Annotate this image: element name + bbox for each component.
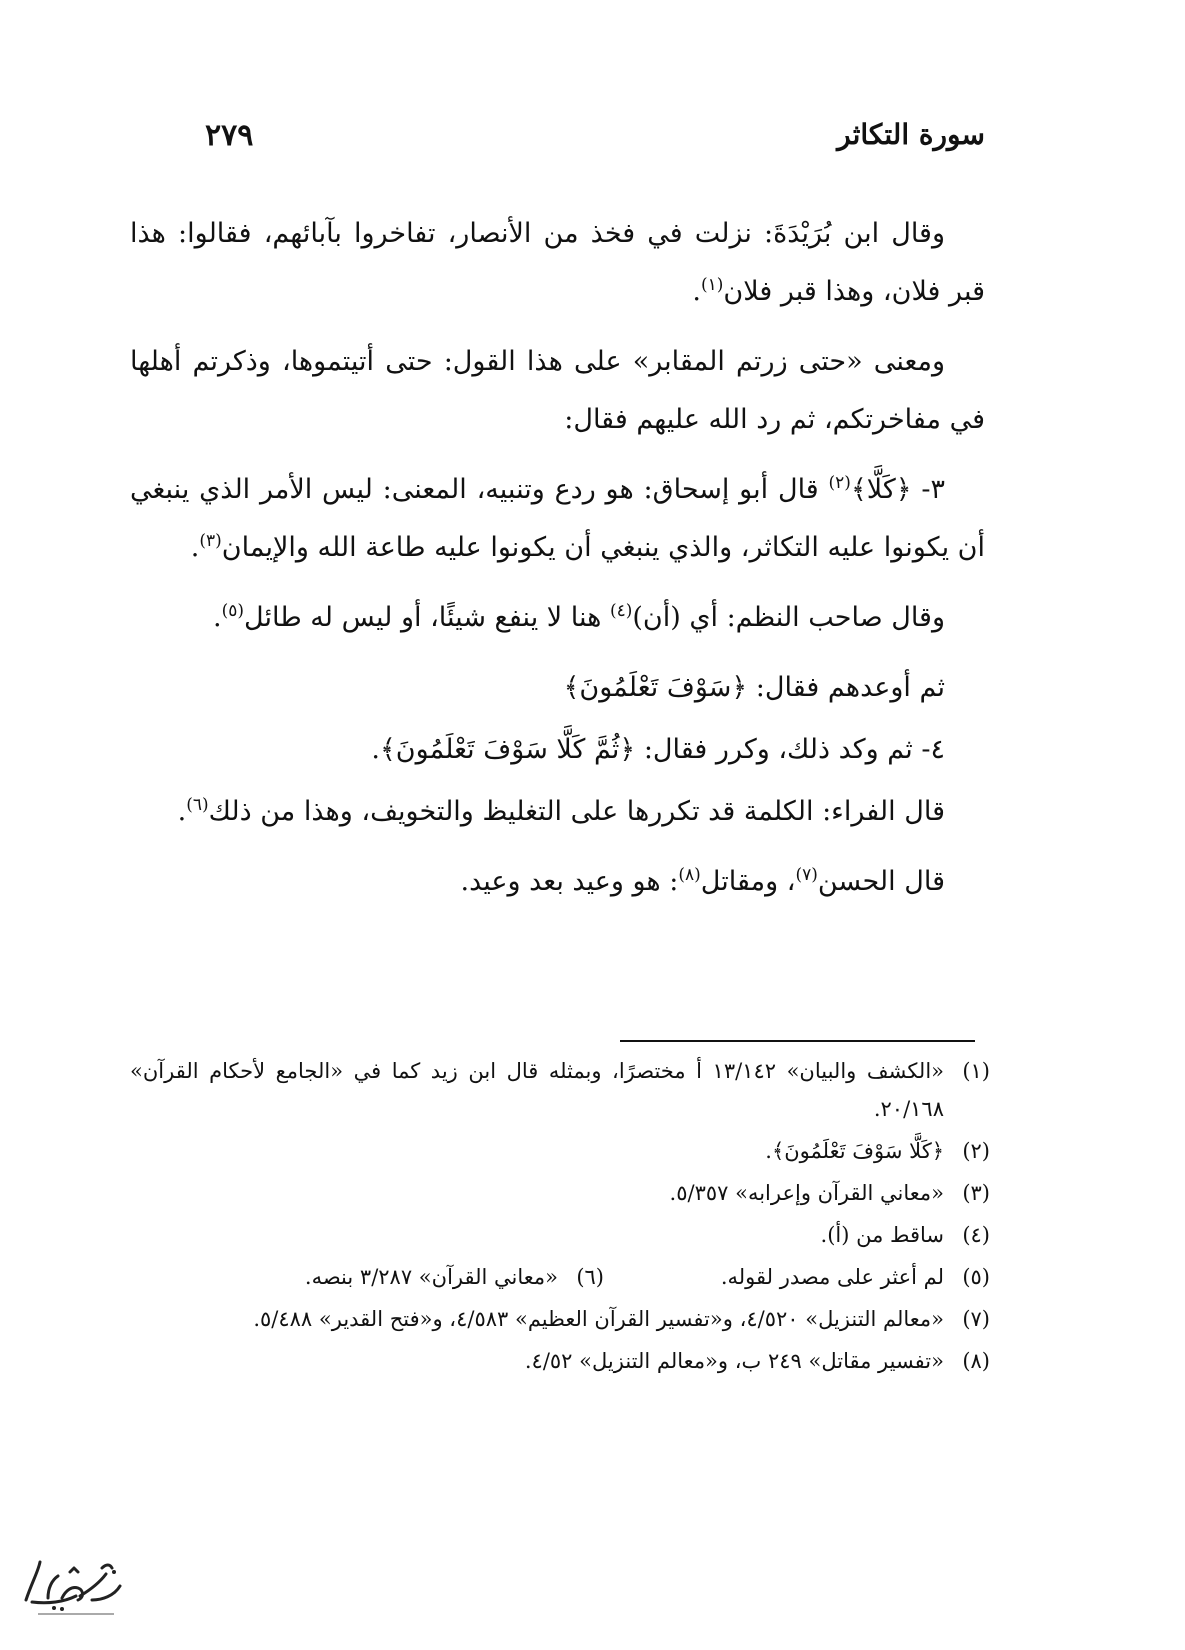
paragraph-text: وقال صاحب النظم: أي (أن)	[632, 602, 945, 633]
footnote	[130, 1132, 990, 1170]
footnote-text: «معالم التنزيل» ٤/٥٢٠، و«تفسير القرآن العظيم» ٤/٥٨٣، و«فتح القدير» ٥/٤٨٨.	[253, 1307, 944, 1331]
footnote-divider	[620, 1040, 975, 1042]
paragraph-tail: : هو وعيد بعد وعيد.	[460, 866, 679, 897]
paragraph-text: ومعنى «حتى زرتم المقابر» على هذا القول: حتى أتيتموها، وذكرتم أهلها في مفاخرتكم، ثم رد الله عليهم فقال:	[130, 346, 985, 435]
footnote	[130, 1300, 990, 1338]
footnote-ref: (٣)	[199, 531, 222, 551]
footnote-text: لم أعثر على مصدر لقوله.	[720, 1265, 944, 1289]
paragraph-tail: .	[190, 532, 200, 563]
paragraph-text: قال الفراء: الكلمة قد تكررها على التغليظ والتخويف، وهذا من ذلك	[208, 796, 945, 827]
footnote-number: (١)	[962, 1059, 990, 1083]
paragraph-text: ٤- ثم وكد ذلك، وكرر فقال: ﴿ثُمَّ كَلَّا سَوْفَ تَعْلَمُونَ﴾.	[371, 734, 945, 765]
footnote-ref: (٧)	[795, 865, 818, 885]
calligraphy-logo-icon-svg	[18, 1552, 128, 1622]
paragraph	[130, 589, 985, 647]
footnote-text: «الكشف والبيان» ١٣/١٤٢ أ مختصرًا، وبمثله قال ابن زيد كما في «الجامع لأحكام القرآن» ٢٠/١٦٨.	[130, 1059, 945, 1121]
footnote-number: (٤)	[962, 1223, 990, 1247]
footnote	[130, 1258, 990, 1296]
paragraph	[130, 783, 985, 841]
paragraph-text: ، ومقاتل	[700, 866, 796, 897]
footnote-ref: (١)	[700, 275, 724, 295]
paragraph-tail: .	[177, 796, 187, 827]
verse-lead: ٣- ﴿كَلَّا﴾	[850, 474, 945, 505]
paragraph-tail: .	[213, 602, 222, 633]
footnote-text: ﴿كَلَّا سَوْفَ تَعْلَمُونَ﴾.	[765, 1139, 944, 1163]
page-header	[205, 118, 985, 168]
footnote-text: «معاني القرآن» ٣/٢٨٧ بنصه.	[304, 1265, 558, 1289]
footnote-ref: (٨)	[678, 865, 701, 885]
running-title: سورة التكاثر	[837, 118, 985, 151]
footnote-number: (٢)	[962, 1139, 990, 1163]
paragraph-text: وقال ابن بُرَيْدَةَ: نزلت في فخذ من الأنصار، تفاخروا بآبائهم، فقالوا: هذا قبر فلان، وهذا قبر فلان	[130, 218, 985, 307]
paragraph-text: قال أبو إسحاق: هو ردع وتنبيه، المعنى: ليس الأمر الذي ينبغي أن يكونوا عليه التكاثر، والذي ينبغي أن يكونوا عليه طاعة الله والإيمان	[130, 474, 985, 563]
paragraph	[130, 659, 985, 717]
paragraph	[130, 461, 985, 577]
paragraph-text: ثم أوعدهم فقال: ﴿سَوْفَ تَعْلَمُونَ﴾	[563, 672, 945, 703]
footnote-number: (٦)	[576, 1265, 604, 1289]
footnote-text: ساقط من (أ).	[820, 1223, 944, 1247]
footnote	[130, 1342, 990, 1380]
footnote-number: (٣)	[962, 1181, 990, 1205]
calligraphy-logo-icon	[18, 1552, 128, 1622]
paragraph-tail: .	[692, 276, 701, 307]
footnote-text: «معاني القرآن وإعرابه» ٥/٣٥٧.	[669, 1181, 944, 1205]
paragraph	[130, 853, 985, 911]
footnote-number: (٧)	[962, 1307, 990, 1331]
footnote-ref: (٤)	[609, 601, 633, 621]
paragraph	[130, 721, 985, 779]
paragraph	[130, 205, 985, 321]
footnote-ref: (٢)	[828, 473, 851, 493]
paragraph-text: قال الحسن	[817, 866, 945, 897]
footnote-ref: (٦)	[186, 795, 209, 815]
footnote-ref: (٥)	[221, 601, 245, 621]
footnote	[130, 1052, 990, 1128]
main-text	[130, 205, 985, 923]
footnote	[130, 1174, 990, 1212]
footnote	[130, 1216, 990, 1254]
page-number: ٢٧٩	[205, 118, 254, 153]
footnote-number: (٨)	[962, 1349, 990, 1373]
footnotes	[130, 1052, 990, 1384]
footnote-number: (٥)	[962, 1265, 990, 1289]
paragraph	[130, 333, 985, 449]
footnote-text: «تفسير مقاتل» ٢٤٩ ب، و«معالم التنزيل» ٤/٥٢.	[524, 1349, 944, 1373]
paragraph-text: هنا لا ينفع شيئًا، أو ليس له طائل	[244, 602, 610, 633]
